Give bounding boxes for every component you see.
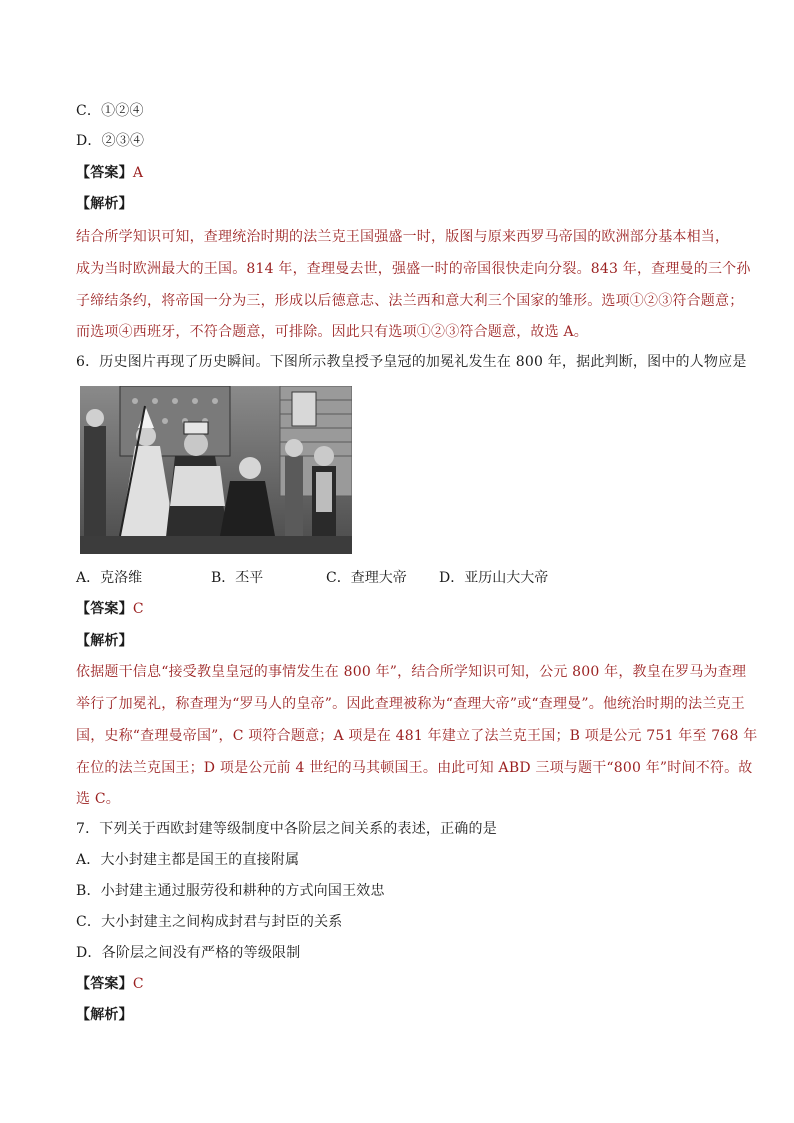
option-c: C．查理大帝 [326, 570, 407, 586]
coronation-illustration [80, 386, 352, 554]
analysis-line: 在位的法兰克国王；D 项是公元前 4 世纪的马其顿国王。由此可知 ABD 三项与题干“800 年”时间不符。故 [76, 760, 753, 776]
answer-value: C [132, 976, 144, 992]
analysis-label: 【解析】 [76, 196, 133, 212]
answer-value: A [132, 165, 144, 181]
answer-label: 【答案】 [76, 976, 133, 992]
analysis-line: 成为当时欧洲最大的王国。814 年，查理曼去世，强盛一时的帝国很快走向分裂。843 年，查理曼的三个孙 [76, 261, 751, 277]
option-d: D．亚历山大大帝 [439, 570, 549, 586]
option-c: C．大小封建主之间构成封君与封臣的关系 [76, 914, 343, 930]
analysis-line: 结合所学知识可知，查理统治时期的法兰克王国强盛一时，版图与原来西罗马帝国的欧洲部分基本相当， [76, 229, 730, 245]
option-d: D．②③④ [76, 133, 145, 149]
analysis-line: 国，史称“查理曼帝国”，C 项符合题意；A 项是在 481 年建立了法兰克王国；B 项是公元 751 年至 768 年 [76, 728, 758, 744]
analysis-line: 举行了加冕礼，称查理为“罗马人的皇帝”。因此查理被称为“查理大帝”或“查理曼”。他统治时期的法兰克王 [76, 696, 745, 712]
option-b: B．小封建主通过服劳役和耕种的方式向国王效忠 [76, 883, 385, 899]
analysis-line: 依据题干信息“接受教皇皇冠的事情发生在 800 年”，结合所学知识可知，公元 800 年，教皇在罗马为查理 [76, 664, 747, 680]
option-a: A．克洛维 [76, 570, 143, 586]
answer-value: C [132, 601, 144, 617]
answer-line [76, 599, 144, 619]
coronation-painting-image [80, 386, 352, 554]
analysis-line: 子缔结条约，将帝国一分为三，形成以后德意志、法兰西和意大利三个国家的雏形。选项①②③符合题意； [76, 293, 744, 309]
question-7-stem: 7．下列关于西欧封建等级制度中各阶层之间关系的表述，正确的是 [76, 821, 497, 837]
question-6-stem: 6．历史图片再现了历史瞬间。下图所示教皇授予皇冠的加冕礼发生在 800 年，据此判断，图中的人物应是 [76, 354, 747, 370]
question-6-options [76, 568, 716, 588]
analysis-label: 【解析】 [76, 633, 133, 649]
analysis-line: 而选项④西班牙，不符合题意，可排除。因此只有选项①②③符合题意，故选 A。 [76, 324, 588, 340]
analysis-line: 选 C。 [76, 791, 120, 807]
answer-line [76, 163, 143, 183]
option-a: A．大小封建主都是国王的直接附属 [76, 852, 300, 868]
answer-label: 【答案】 [76, 165, 133, 181]
answer-line [76, 974, 144, 994]
analysis-label: 【解析】 [76, 1007, 133, 1023]
answer-label: 【答案】 [76, 601, 133, 617]
option-d: D．各阶层之间没有严格的等级限制 [76, 945, 301, 961]
option-c: C．①②④ [76, 103, 144, 119]
option-b: B．丕平 [211, 570, 264, 586]
